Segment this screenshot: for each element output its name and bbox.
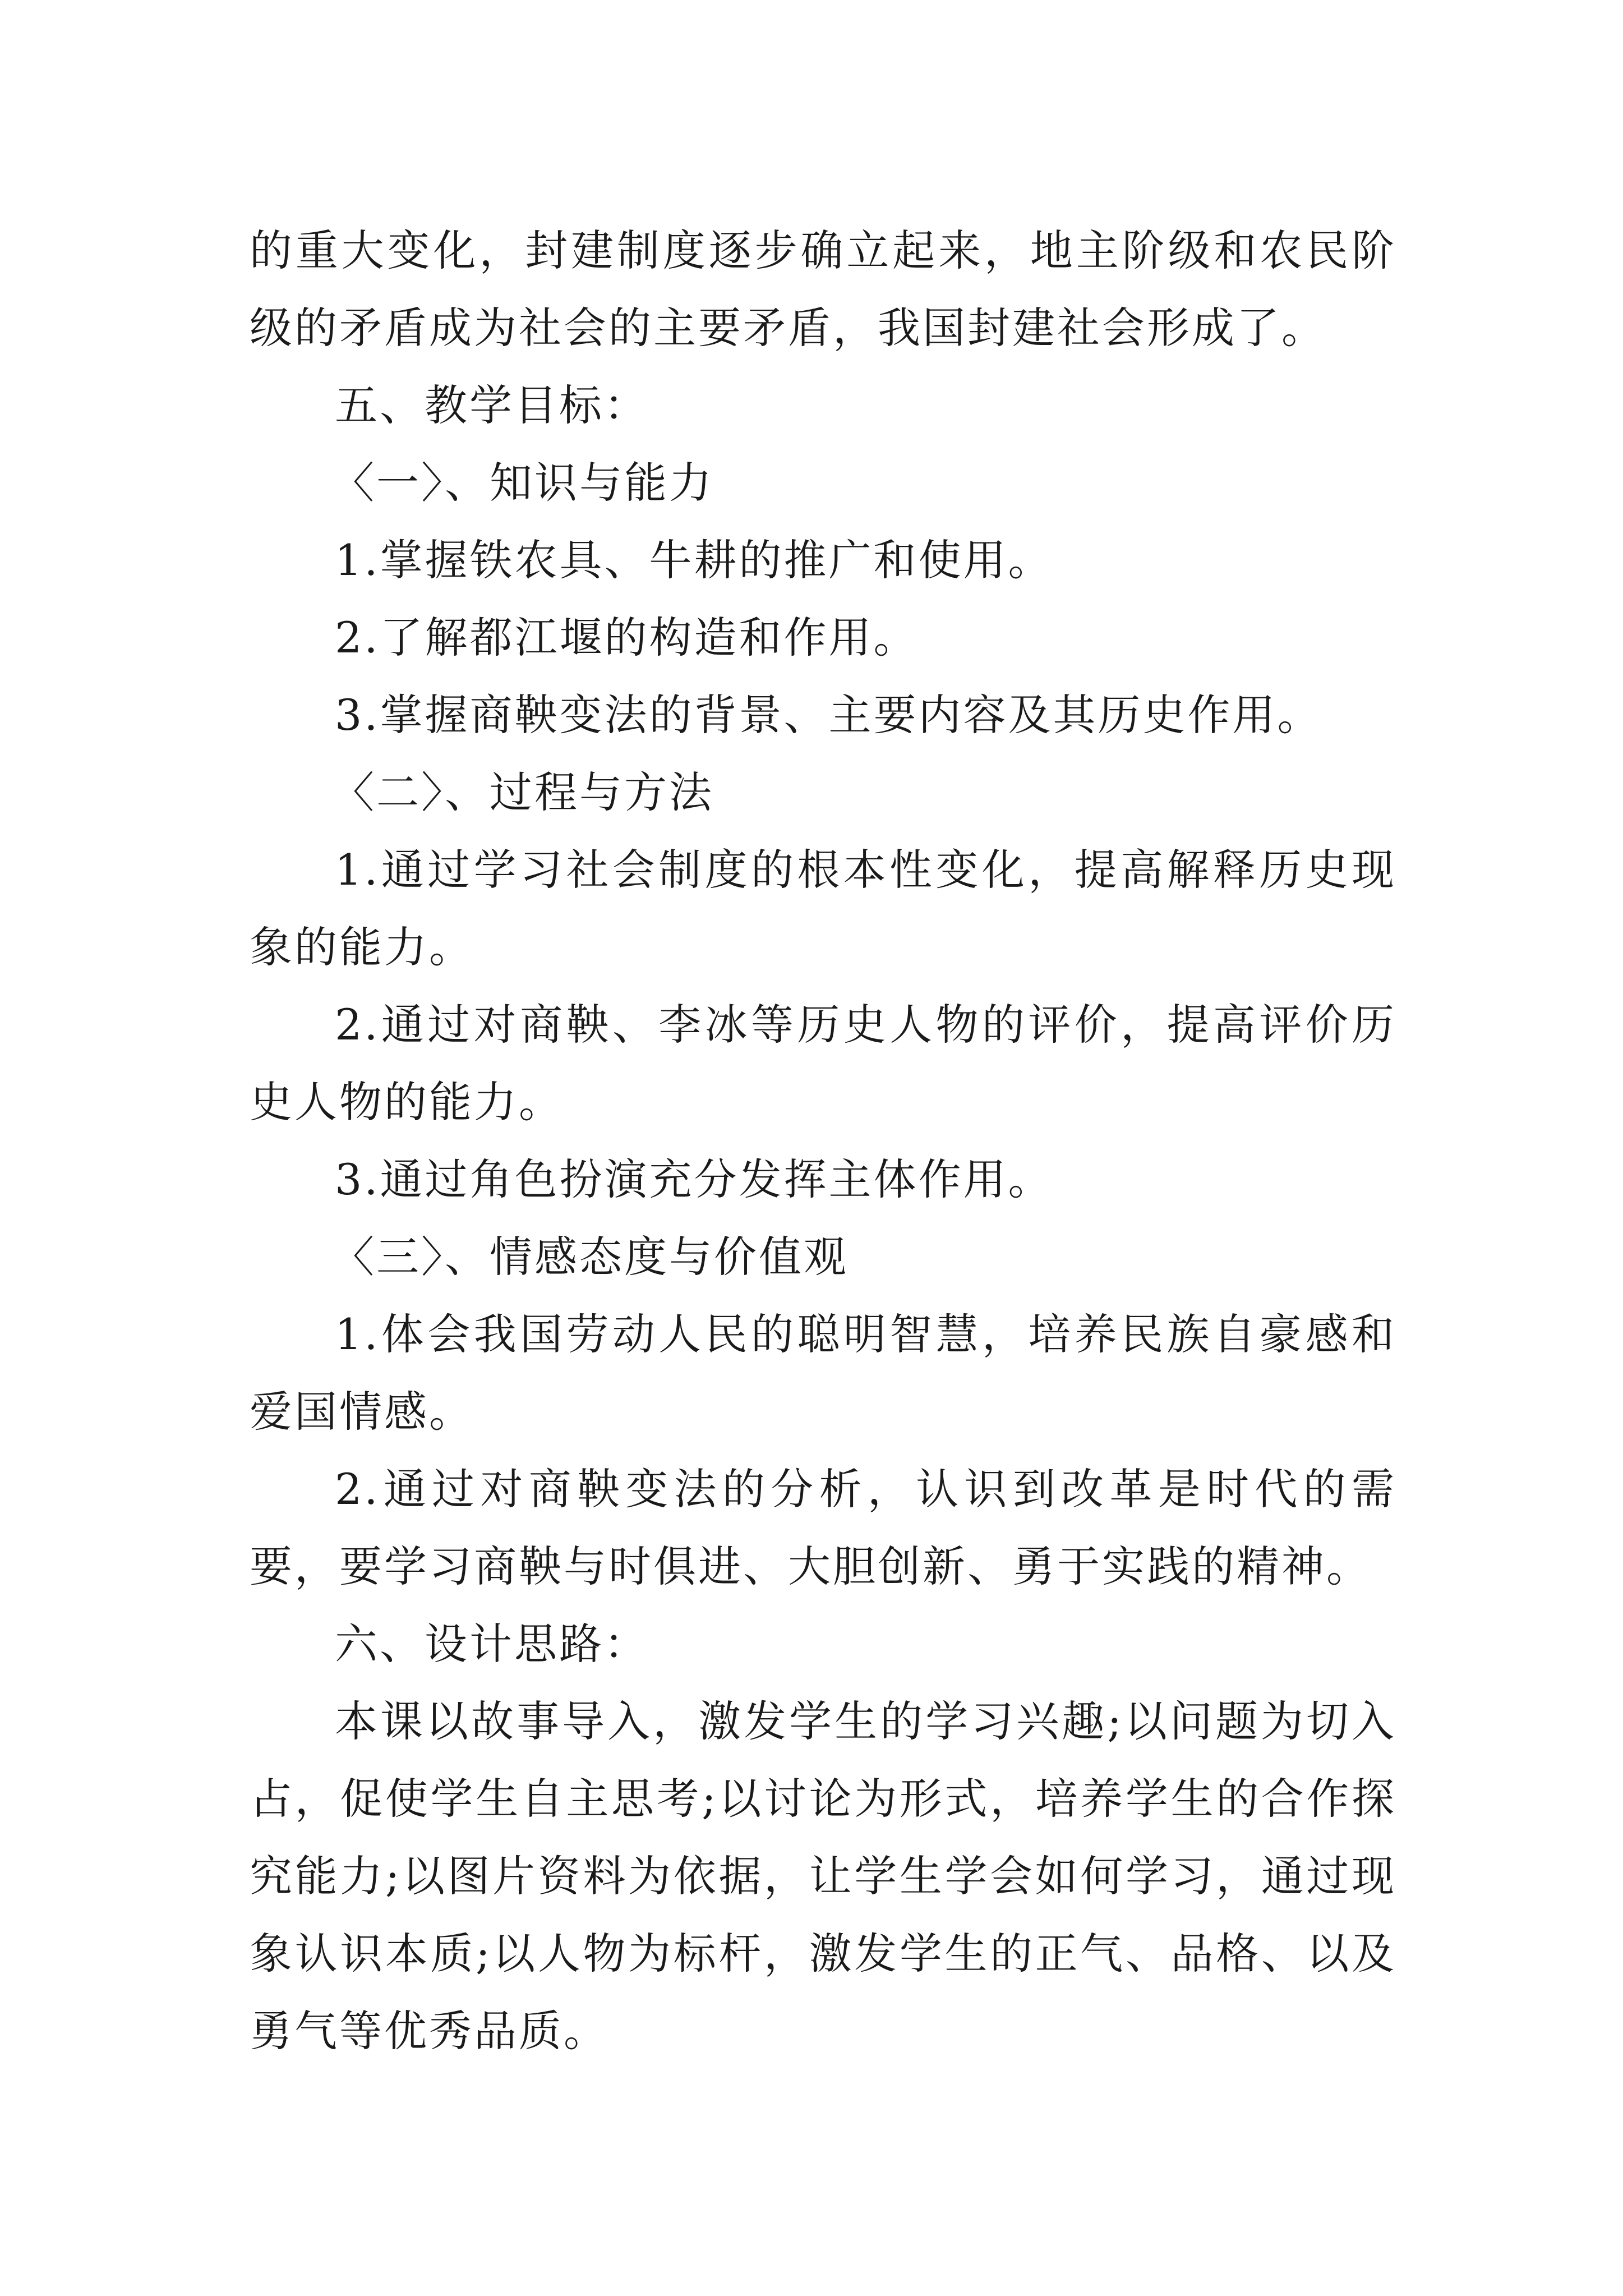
section-heading-teaching-goals: 五、教学目标： bbox=[335, 380, 649, 430]
paragraph-design-idea: 本课以故事导入，激发学生的学习兴趣;以问题为切入占，促使学生自主思考;以讨论为形式，培养学生的合作探究能力;以图片资料为依据，让学生学会如何学习，通过现象认识本质;以人物为标杆，激发学生的正气、品格、以及勇气等优秀品质。 bbox=[250, 1696, 1396, 2056]
list-item: 2.通过对商鞅变法的分析，认识到改革是时代的需要，要学习商鞅与时俱进、大胆创新、勇于实践的精神。 bbox=[250, 1464, 1396, 1591]
section-heading-design-idea: 六、设计思路： bbox=[335, 1619, 649, 1669]
list-item: 2.通过对商鞅、李冰等历史人物的评价，提高评价历史人物的能力。 bbox=[250, 1000, 1396, 1127]
document-body bbox=[250, 212, 1396, 2070]
subheading-emotion-values: 〈三〉、情感态度与价值观 bbox=[331, 1232, 849, 1282]
list-item: 1.通过学习社会制度的根本性变化，提高解释历史现象的能力。 bbox=[250, 845, 1396, 972]
list-item: 2.了解都江堰的构造和作用。 bbox=[335, 613, 919, 662]
list-item: 1.掌握铁农具、牛耕的推广和使用。 bbox=[335, 535, 1053, 585]
list-item: 3.掌握商鞅变法的背景、主要内容及其历史作用。 bbox=[335, 690, 1322, 740]
subheading-process-method: 〈二〉、过程与方法 bbox=[331, 767, 714, 817]
paragraph-continuation: 的重大变化，封建制度逐步确立起来，地主阶级和农民阶级的矛盾成为社会的主要矛盾，我国封建社会形成了。 bbox=[250, 226, 1396, 353]
list-item: 1.体会我国劳动人民的聪明智慧，培养民族自豪感和爱国情感。 bbox=[250, 1309, 1396, 1437]
subheading-knowledge-ability: 〈一〉、知识与能力 bbox=[331, 458, 714, 508]
list-item: 3.通过角色扮演充分发挥主体作用。 bbox=[335, 1154, 1053, 1204]
